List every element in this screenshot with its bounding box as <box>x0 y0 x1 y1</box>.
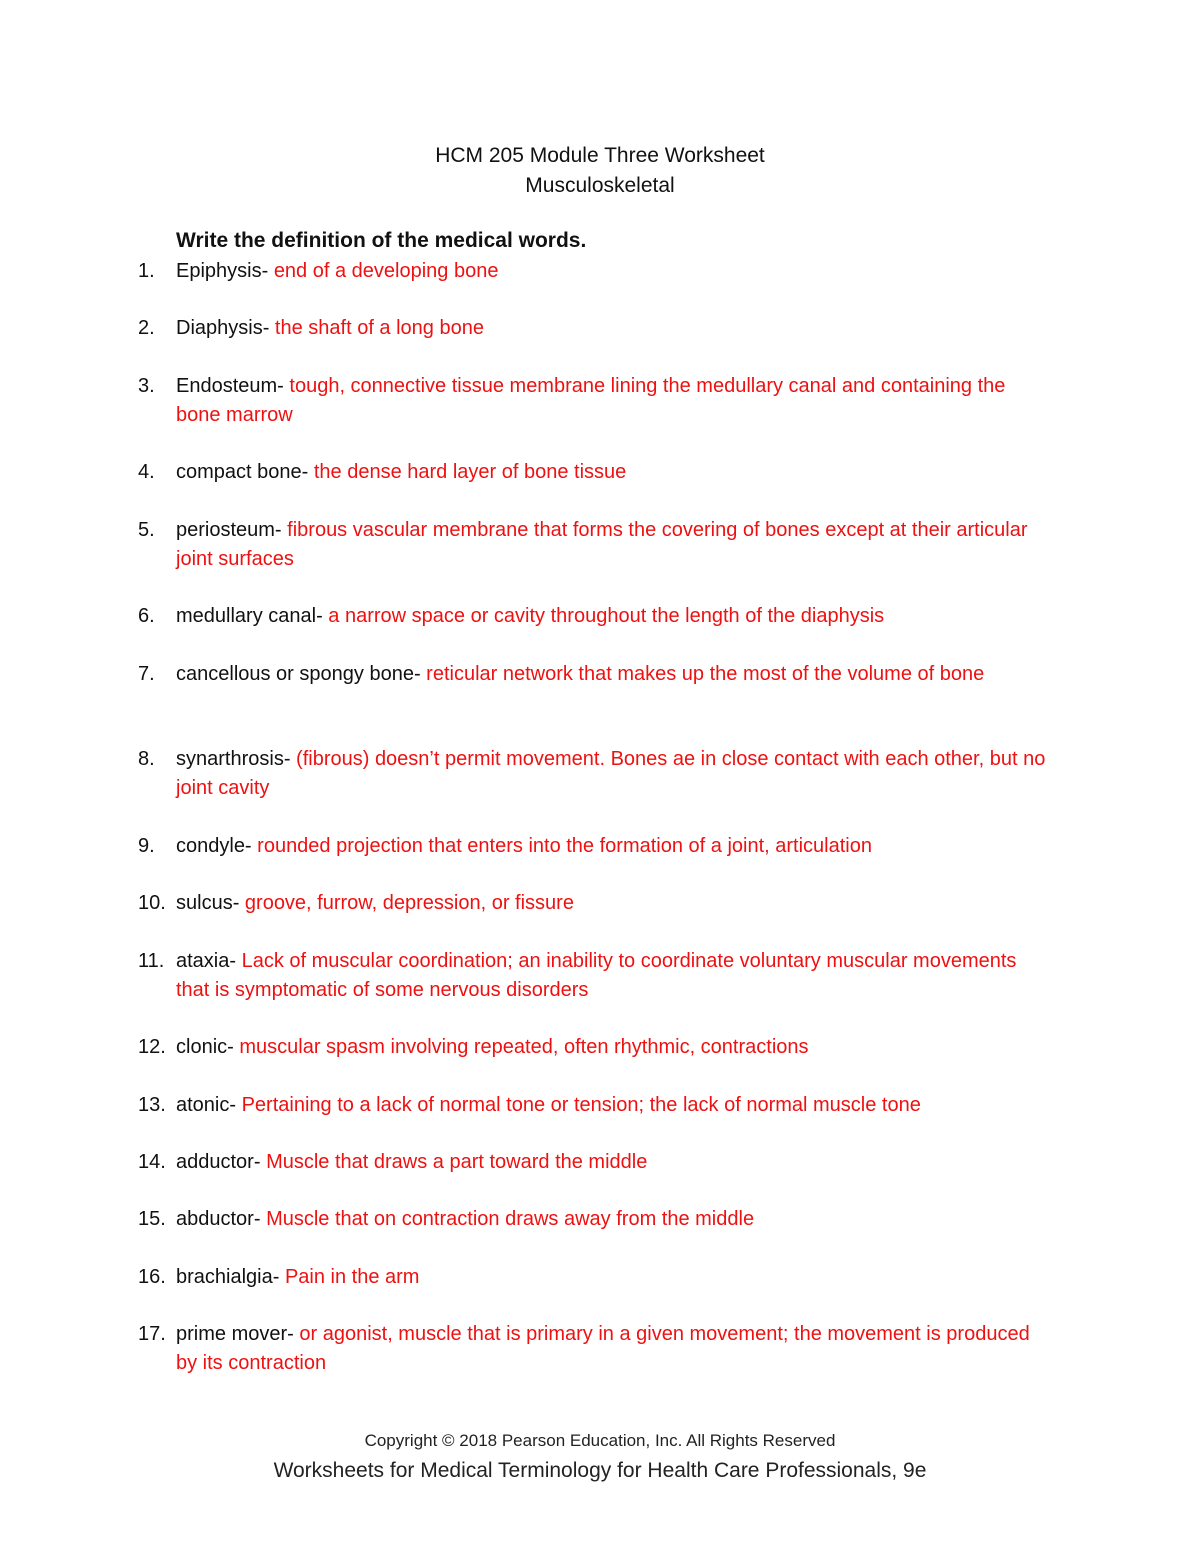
item-definition: a narrow space or cavity throughout the length of the diaphysis <box>328 605 885 627</box>
item-definition: end of a developing bone <box>273 260 499 282</box>
item-number: 16. <box>138 1266 166 1288</box>
item-definition: the shaft of a long bone <box>274 317 484 339</box>
copyright-notice: Copyright © 2018 Pearson Education, Inc. All Rights Reserved <box>364 1431 836 1450</box>
item-number: 17. <box>138 1323 166 1345</box>
item-number: 11. <box>138 950 165 972</box>
item-number: 5. <box>138 519 155 541</box>
item-definition: groove, furrow, depression, or fissure <box>244 892 574 914</box>
item-term: abductor- <box>176 1208 267 1230</box>
item-definition: Pain in the arm <box>284 1266 420 1288</box>
item-number: 7. <box>138 663 155 685</box>
item-definition: Muscle that draws a part toward the middle <box>266 1151 648 1173</box>
item-term: Endosteum- <box>176 375 290 397</box>
document-subtitle: Musculoskeletal <box>525 174 675 197</box>
item-term: atonic- <box>176 1094 242 1116</box>
item-definition: muscular spasm involving repeated, often rhythmic, contractions <box>239 1036 809 1058</box>
item-definition: the dense hard layer of bone tissue <box>313 461 627 483</box>
item-number: 10. <box>138 892 166 914</box>
item-number: 3. <box>138 375 155 397</box>
item-definition: Pertaining to a lack of normal tone or tension; the lack of normal muscle tone <box>241 1094 921 1116</box>
item-number: 4. <box>138 461 155 483</box>
item-term: ataxia- <box>176 950 242 972</box>
item-term: medullary canal- <box>176 605 329 627</box>
item-definition: (fibrous) doesn’t permit movement. Bones ae in close contact with each other, but no joint cavity <box>176 748 1046 799</box>
item-term: Epiphysis- <box>176 260 274 282</box>
instruction-text: Write the definition of the medical words. <box>176 229 587 252</box>
item-term: adductor- <box>176 1151 267 1173</box>
item-number: 13. <box>138 1094 166 1116</box>
item-term: periosteum- <box>176 519 288 541</box>
item-definition: rounded projection that enters into the formation of a joint, articulation <box>257 835 872 857</box>
item-number: 9. <box>138 835 155 857</box>
item-definition: reticular network that makes up the most of the volume of bone <box>426 663 985 685</box>
book-title-footer: Worksheets for Medical Terminology for Health Care Professionals, 9e <box>273 1459 927 1482</box>
item-term: prime mover- <box>176 1323 300 1345</box>
item-term: condyle- <box>176 835 258 857</box>
item-number: 1. <box>138 260 155 282</box>
item-definition: Lack of muscular coordination; an inability to coordinate voluntary muscular movements that is symptomatic of some nervous disorders <box>176 950 1017 1001</box>
item-number: 14. <box>138 1151 166 1173</box>
item-term: clonic- <box>176 1036 240 1058</box>
item-number: 8. <box>138 748 155 770</box>
item-term: synarthrosis- <box>176 748 297 770</box>
item-term: cancellous or spongy bone- <box>176 663 427 685</box>
item-number: 15. <box>138 1208 166 1230</box>
item-term: sulcus- <box>176 892 245 914</box>
item-definition: tough, connective tissue membrane lining the medullary canal and containing the bone marrow <box>176 375 1006 426</box>
title-block <box>0 141 1200 201</box>
document-title: HCM 205 Module Three Worksheet <box>435 144 765 167</box>
item-definition: or agonist, muscle that is primary in a given movement; the movement is produced by its contraction <box>176 1323 1030 1374</box>
item-definition: fibrous vascular membrane that forms the covering of bones except at their articular joint surfaces <box>176 519 1028 570</box>
item-term: Diaphysis- <box>176 317 275 339</box>
item-number: 6. <box>138 605 155 627</box>
item-term: brachialgia- <box>176 1266 285 1288</box>
item-definition: Muscle that on contraction draws away from the middle <box>266 1208 755 1230</box>
item-number: 12. <box>138 1036 166 1058</box>
item-term: compact bone- <box>176 461 314 483</box>
item-number: 2. <box>138 317 155 339</box>
